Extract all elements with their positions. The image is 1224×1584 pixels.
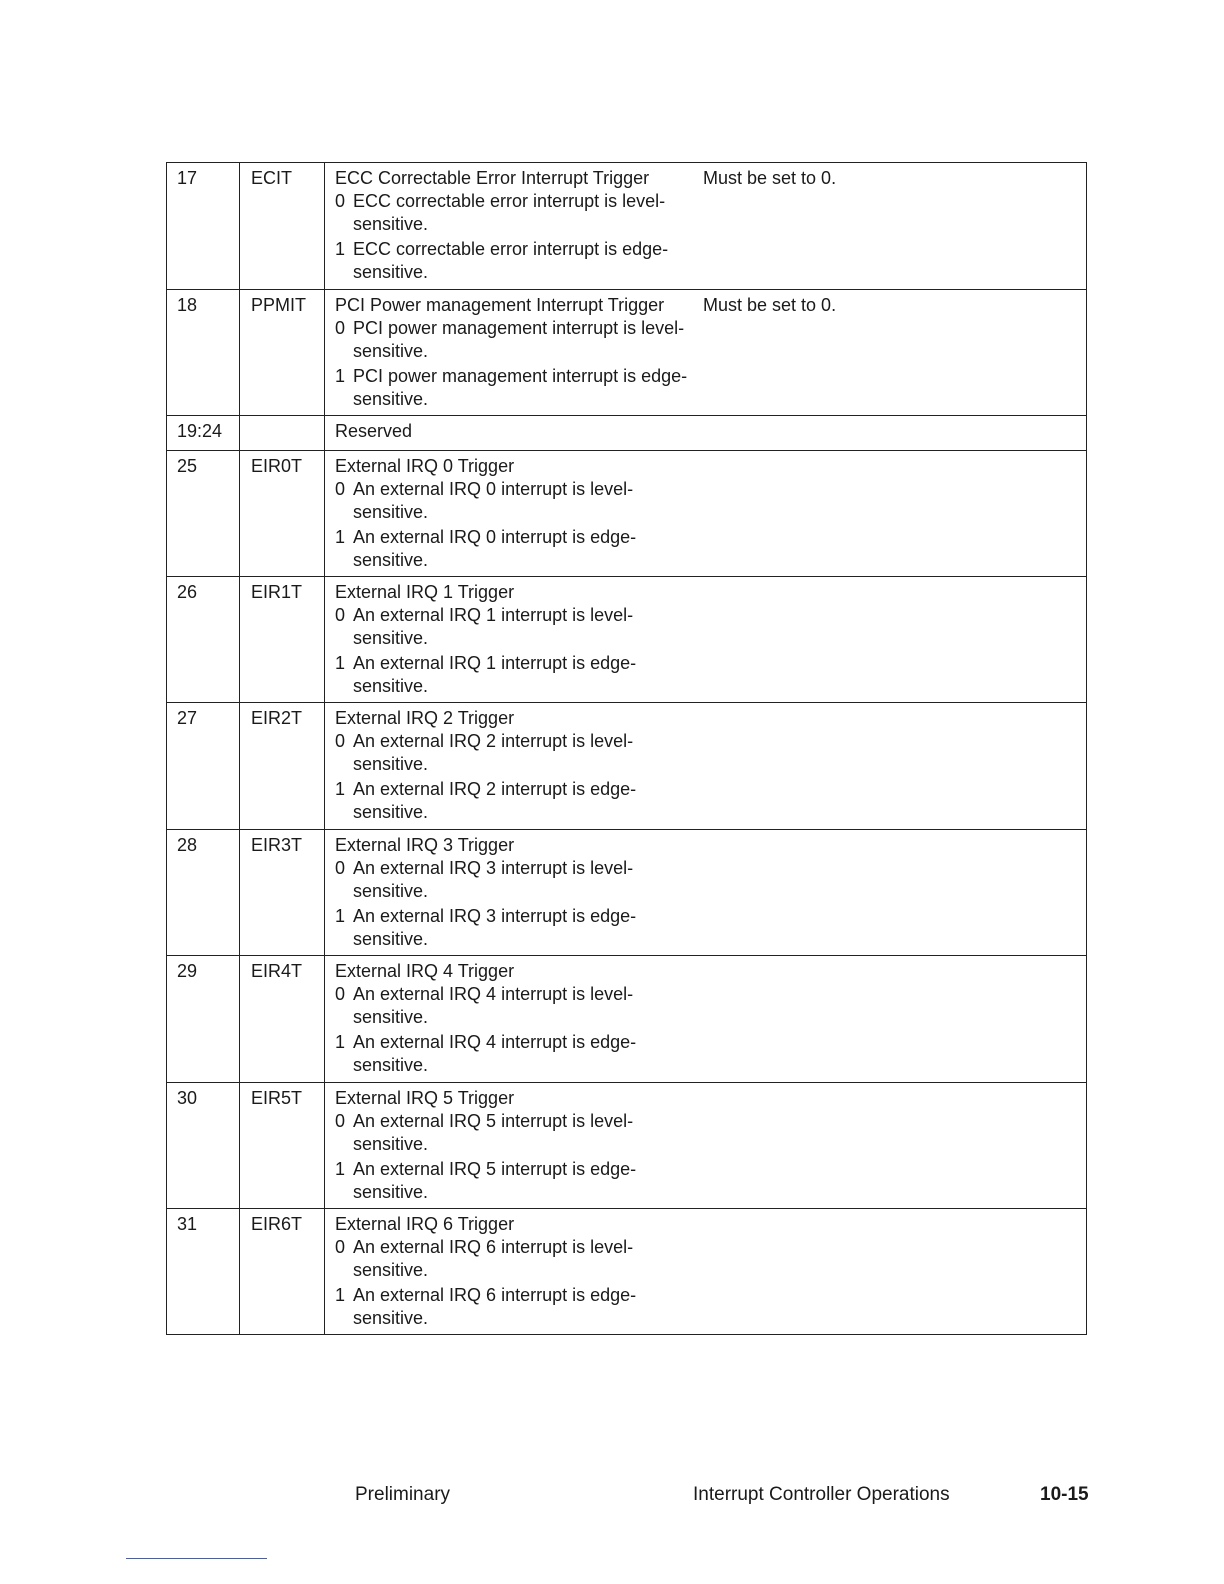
option-value: 0 bbox=[335, 984, 346, 1004]
option-text: ECC correctable error interrupt is edge-sensitive. bbox=[353, 239, 669, 282]
option-text: An external IRQ 2 interrupt is edge-sensitive. bbox=[353, 779, 637, 822]
option-text: An external IRQ 5 interrupt is level-sensitive. bbox=[353, 1111, 634, 1154]
option-zero bbox=[335, 983, 703, 1029]
field-description bbox=[325, 163, 703, 289]
table-row bbox=[167, 577, 1086, 703]
option-value: 1 bbox=[335, 1032, 346, 1052]
option-value: 0 bbox=[335, 1111, 346, 1131]
bit-number: 17 bbox=[167, 163, 240, 289]
footer-chapter-title: Interrupt Controller Operations bbox=[693, 1484, 950, 1505]
option-text: An external IRQ 0 interrupt is edge-sensitive. bbox=[353, 527, 637, 570]
option-value: 0 bbox=[335, 1237, 346, 1257]
bit-number: 30 bbox=[167, 1083, 240, 1208]
field-name: ECIT bbox=[240, 163, 325, 289]
bit-number: 29 bbox=[167, 956, 240, 1082]
option-value: 1 bbox=[335, 366, 346, 386]
table-row bbox=[167, 703, 1086, 830]
option-one bbox=[335, 526, 703, 572]
option-text: An external IRQ 4 interrupt is level-sensitive. bbox=[353, 984, 634, 1027]
field-note bbox=[703, 416, 1086, 450]
option-value: 0 bbox=[335, 318, 346, 338]
field-name: EIR6T bbox=[240, 1209, 325, 1334]
table-row bbox=[167, 451, 1086, 577]
option-one bbox=[335, 238, 703, 284]
option-text: PCI power management interrupt is level-sensitive. bbox=[353, 318, 685, 361]
option-one bbox=[335, 365, 703, 411]
option-text: An external IRQ 4 interrupt is edge-sensitive. bbox=[353, 1032, 637, 1075]
field-name: EIR3T bbox=[240, 830, 325, 955]
option-text: An external IRQ 1 interrupt is edge-sensitive. bbox=[353, 653, 637, 696]
field-name: PPMIT bbox=[240, 290, 325, 415]
option-one bbox=[335, 905, 703, 951]
option-value: 1 bbox=[335, 239, 346, 259]
description-title: External IRQ 1 Trigger bbox=[335, 582, 515, 602]
option-one bbox=[335, 652, 703, 698]
option-value: 0 bbox=[335, 858, 346, 878]
bit-number: 25 bbox=[167, 451, 240, 576]
option-text: ECC correctable error interrupt is level-sensitive. bbox=[353, 191, 666, 234]
option-zero bbox=[335, 857, 703, 903]
field-note bbox=[703, 830, 1086, 955]
bit-number: 31 bbox=[167, 1209, 240, 1334]
option-value: 0 bbox=[335, 479, 346, 499]
option-value: 1 bbox=[335, 1159, 346, 1179]
option-text: An external IRQ 6 interrupt is level-sensitive. bbox=[353, 1237, 634, 1280]
option-value: 0 bbox=[335, 191, 346, 211]
option-text: An external IRQ 6 interrupt is edge-sensitive. bbox=[353, 1285, 637, 1328]
bit-number: 27 bbox=[167, 703, 240, 829]
option-text: An external IRQ 3 interrupt is edge-sensitive. bbox=[353, 906, 637, 949]
field-note bbox=[703, 451, 1086, 576]
table-row bbox=[167, 290, 1086, 416]
field-description bbox=[325, 956, 703, 1082]
field-description bbox=[325, 290, 703, 415]
field-note: Must be set to 0. bbox=[703, 295, 837, 315]
field-note bbox=[703, 956, 1086, 1082]
divider bbox=[126, 1558, 267, 1559]
option-value: 1 bbox=[335, 527, 346, 547]
table-row bbox=[167, 830, 1086, 956]
field-description bbox=[325, 703, 703, 829]
bit-number: 26 bbox=[167, 577, 240, 702]
field-description bbox=[325, 830, 703, 955]
table-row bbox=[167, 1209, 1086, 1334]
option-zero bbox=[335, 604, 703, 650]
field-name: EIR1T bbox=[240, 577, 325, 702]
field-name: EIR5T bbox=[240, 1083, 325, 1208]
field-note bbox=[703, 703, 1086, 829]
field-note: Must be set to 0. bbox=[703, 168, 837, 188]
field-description bbox=[325, 577, 703, 702]
bit-number: 19:24 bbox=[167, 416, 240, 450]
table-row bbox=[167, 1083, 1086, 1209]
option-value: 0 bbox=[335, 731, 346, 751]
description-title: External IRQ 6 Trigger bbox=[335, 1214, 515, 1234]
table-row bbox=[167, 956, 1086, 1083]
option-one bbox=[335, 1284, 703, 1330]
field-note bbox=[703, 1083, 1086, 1208]
option-zero bbox=[335, 317, 703, 363]
field-note bbox=[703, 577, 1086, 702]
option-text: An external IRQ 5 interrupt is edge-sensitive. bbox=[353, 1159, 637, 1202]
description-title: Reserved bbox=[335, 421, 413, 441]
option-zero bbox=[335, 730, 703, 776]
option-text: An external IRQ 3 interrupt is level-sensitive. bbox=[353, 858, 634, 901]
description-title: PCI Power management Interrupt Trigger bbox=[335, 295, 665, 315]
table-row bbox=[167, 163, 1086, 290]
option-one bbox=[335, 778, 703, 824]
table-row bbox=[167, 416, 1086, 451]
field-name: EIR4T bbox=[240, 956, 325, 1082]
field-name bbox=[240, 416, 325, 450]
footer-status: Preliminary bbox=[355, 1484, 451, 1505]
option-one bbox=[335, 1158, 703, 1204]
bit-number: 28 bbox=[167, 830, 240, 955]
option-value: 1 bbox=[335, 653, 346, 673]
option-value: 0 bbox=[335, 605, 346, 625]
description-title: ECC Correctable Error Interrupt Trigger bbox=[335, 168, 650, 188]
description-title: External IRQ 0 Trigger bbox=[335, 456, 515, 476]
option-one bbox=[335, 1031, 703, 1077]
description-title: External IRQ 3 Trigger bbox=[335, 835, 515, 855]
bit-number: 18 bbox=[167, 290, 240, 415]
option-text: An external IRQ 2 interrupt is level-sensitive. bbox=[353, 731, 634, 774]
description-title: External IRQ 5 Trigger bbox=[335, 1088, 515, 1108]
option-text: An external IRQ 0 interrupt is level-sensitive. bbox=[353, 479, 634, 522]
option-zero bbox=[335, 190, 703, 236]
option-zero bbox=[335, 478, 703, 524]
field-name: EIR0T bbox=[240, 451, 325, 576]
field-note bbox=[703, 1209, 1086, 1334]
option-zero bbox=[335, 1110, 703, 1156]
field-description bbox=[325, 1083, 703, 1208]
field-description bbox=[325, 1209, 703, 1334]
option-zero bbox=[335, 1236, 703, 1282]
field-name: EIR2T bbox=[240, 703, 325, 829]
option-text: PCI power management interrupt is edge-sensitive. bbox=[353, 366, 688, 409]
register-bit-table bbox=[166, 162, 1087, 1335]
page-number: 10-15 bbox=[1040, 1484, 1089, 1505]
field-description bbox=[325, 451, 703, 576]
description-title: External IRQ 4 Trigger bbox=[335, 961, 515, 981]
option-value: 1 bbox=[335, 1285, 346, 1305]
description-title: External IRQ 2 Trigger bbox=[335, 708, 515, 728]
option-text: An external IRQ 1 interrupt is level-sensitive. bbox=[353, 605, 634, 648]
field-description bbox=[325, 416, 703, 450]
option-value: 1 bbox=[335, 779, 346, 799]
option-value: 1 bbox=[335, 906, 346, 926]
